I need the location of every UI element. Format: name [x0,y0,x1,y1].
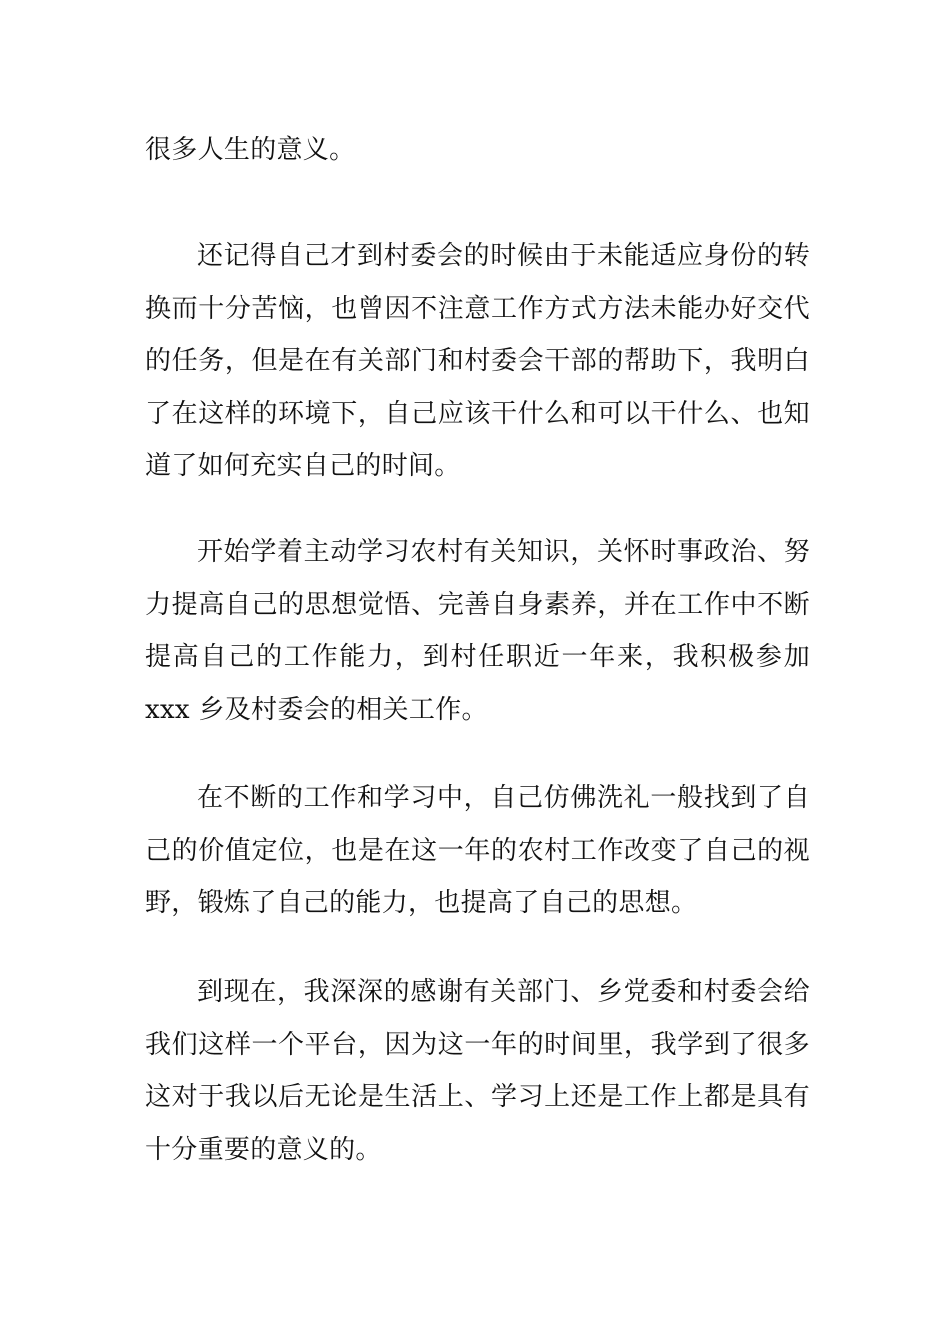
paragraph: 开始学着主动学习农村有关知识，关怀时事政治、努力提高自己的思想觉悟、完善自身素养，并在工作中不断提高自己的工作能力，到村任职近一年来，我积极参加 xxx 乡及村委会的相关工作。 [145,537,810,725]
paragraph-continuation: 很多人生的意义。 [145,135,356,165]
paragraph: 还记得自己才到村委会的时候由于未能适应身份的转换而十分苦恼，也曾因不注意工作方式方法未能办好交代的任务，但是在有关部门和村委会干部的帮助下，我明白了在这样的环境下，自己应该干什么和可以干什么、也知道了如何充实自己的时间。 [145,241,810,481]
paragraph: 到现在，我深深的感谢有关部门、乡党委和村委会给我们这样一个平台，因为这一年的时间里，我学到了很多这对于我以后无论是生活上、学习上还是工作上都是具有十分重要的意义的。 [145,977,810,1165]
paragraph: 在不断的工作和学习中，自己仿佛洗礼一般找到了自己的价值定位，也是在这一年的农村工作改变了自己的视野，锻炼了自己的能力，也提高了自己的思想。 [145,783,810,918]
